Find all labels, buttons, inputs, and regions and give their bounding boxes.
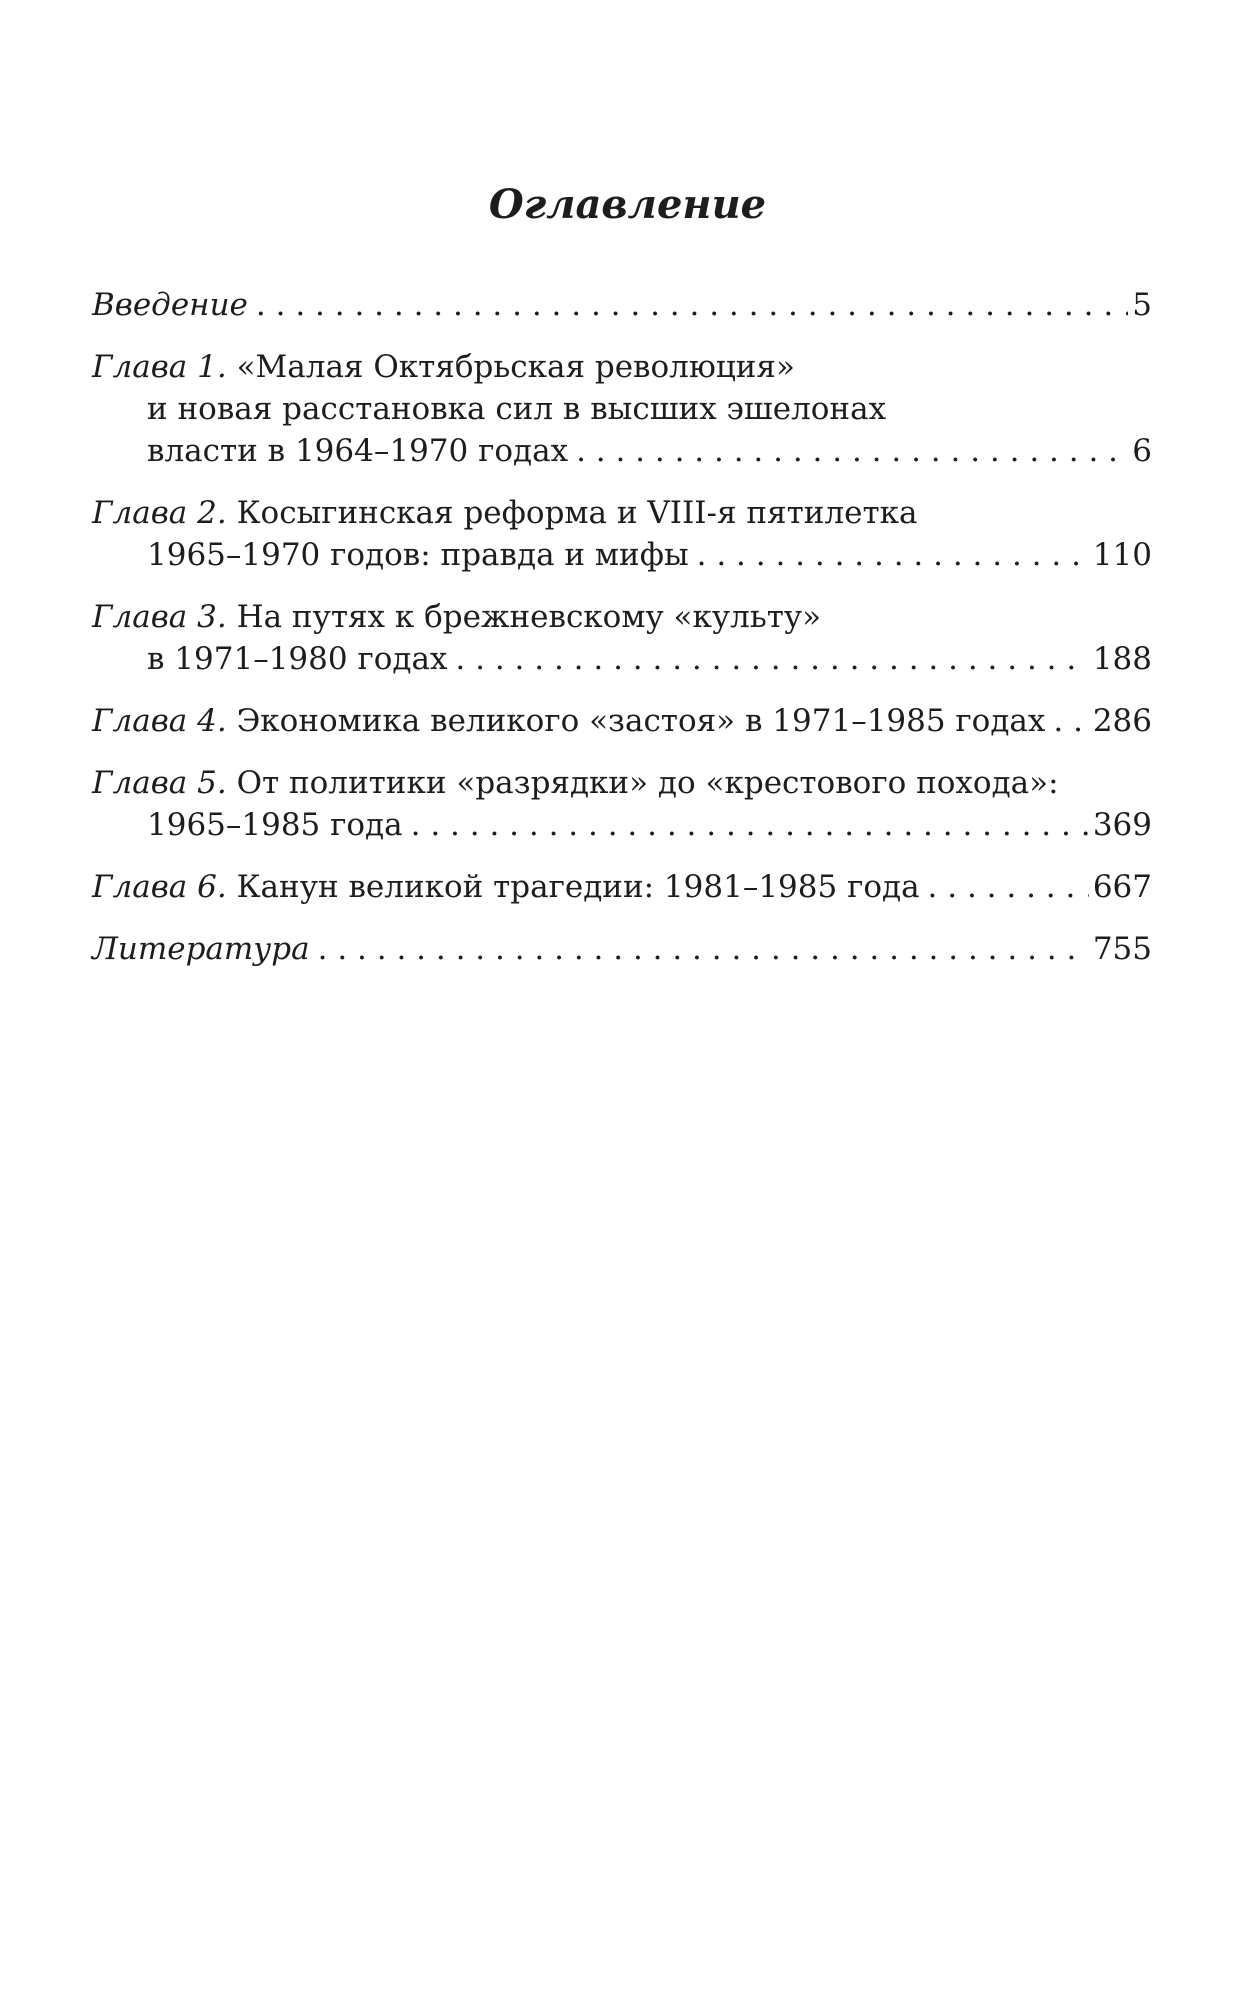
entry-label: Глава 2. <box>92 495 227 531</box>
toc-line <box>92 284 1152 326</box>
dot-leader <box>403 804 1089 846</box>
entry-title-line: От политики «разрядки» до «крестового похода»: <box>236 765 1059 801</box>
toc-entry-bibliography[interactable] <box>92 928 1152 970</box>
page-number: 188 <box>1092 641 1152 677</box>
toc-entry-chapter-4[interactable] <box>92 700 1152 742</box>
page-number: 6 <box>1132 433 1152 469</box>
toc-entry-chapter-5[interactable] <box>92 762 1152 846</box>
dot-leader <box>920 866 1089 908</box>
entry-label: Литература <box>92 931 310 967</box>
toc-entry-chapter-1[interactable] <box>92 346 1152 472</box>
toc-entry-chapter-6[interactable] <box>92 866 1152 908</box>
entry-title-line: 1965–1985 года <box>147 807 403 843</box>
toc-line <box>92 762 1152 804</box>
page-title: Оглавление <box>488 181 767 228</box>
entry-title-line <box>92 700 1045 742</box>
page-number: 667 <box>1092 869 1152 905</box>
toc-line <box>92 700 1152 742</box>
page-number: 755 <box>1092 931 1152 967</box>
entry-label: Глава 3. <box>92 599 227 635</box>
toc-line <box>92 804 1152 846</box>
entry-title-line: Косыгинская реформа и VIII-я пятилетка <box>236 495 918 531</box>
dot-leader <box>248 284 1128 326</box>
toc-line <box>92 346 1152 388</box>
dot-leader <box>310 928 1089 970</box>
page-number: 369 <box>1092 807 1152 843</box>
dot-leader <box>447 638 1088 680</box>
entry-title-line: и новая расстановка сил в высших эшелонах <box>147 391 887 427</box>
entry-title-line: «Малая Октябрьская революция» <box>236 349 795 385</box>
entry-label: Глава 5. <box>92 765 227 801</box>
page-number: 286 <box>1092 703 1152 739</box>
entry-title-line: в 1971–1980 годах <box>147 641 448 677</box>
entry-title-line: 1965–1970 годов: правда и мифы <box>147 537 689 573</box>
toc-line <box>92 492 1152 534</box>
page-number: 110 <box>1092 537 1152 573</box>
dot-leader <box>1045 700 1088 742</box>
toc-line <box>92 928 1152 970</box>
entry-title-line <box>92 866 920 908</box>
toc-line <box>92 534 1152 576</box>
toc-line <box>92 430 1152 472</box>
entry-label: Глава 1. <box>92 349 227 385</box>
entry-label: Глава 4. <box>92 703 227 739</box>
entry-label: Глава 6. <box>92 869 227 905</box>
entry-title-text: Экономика великого «застоя» в 1971–1985 годах <box>236 703 1046 739</box>
entry-title-line: власти в 1964–1970 годах <box>147 433 569 469</box>
toc-entry-chapter-2[interactable] <box>92 492 1152 576</box>
toc-line <box>92 638 1152 680</box>
toc-entry-introduction[interactable] <box>92 284 1152 326</box>
table-of-contents <box>92 284 1152 990</box>
entry-title-line: На путях к брежневскому «культу» <box>236 599 822 635</box>
toc-line <box>92 388 1152 430</box>
entry-label: Введение <box>92 287 248 323</box>
toc-line <box>92 596 1152 638</box>
entry-title-text: Канун великой трагедии: 1981–1985 года <box>236 869 920 905</box>
dot-leader <box>568 430 1128 472</box>
toc-line <box>92 866 1152 908</box>
page-number: 5 <box>1132 287 1152 323</box>
toc-entry-chapter-3[interactable] <box>92 596 1152 680</box>
dot-leader <box>689 534 1089 576</box>
